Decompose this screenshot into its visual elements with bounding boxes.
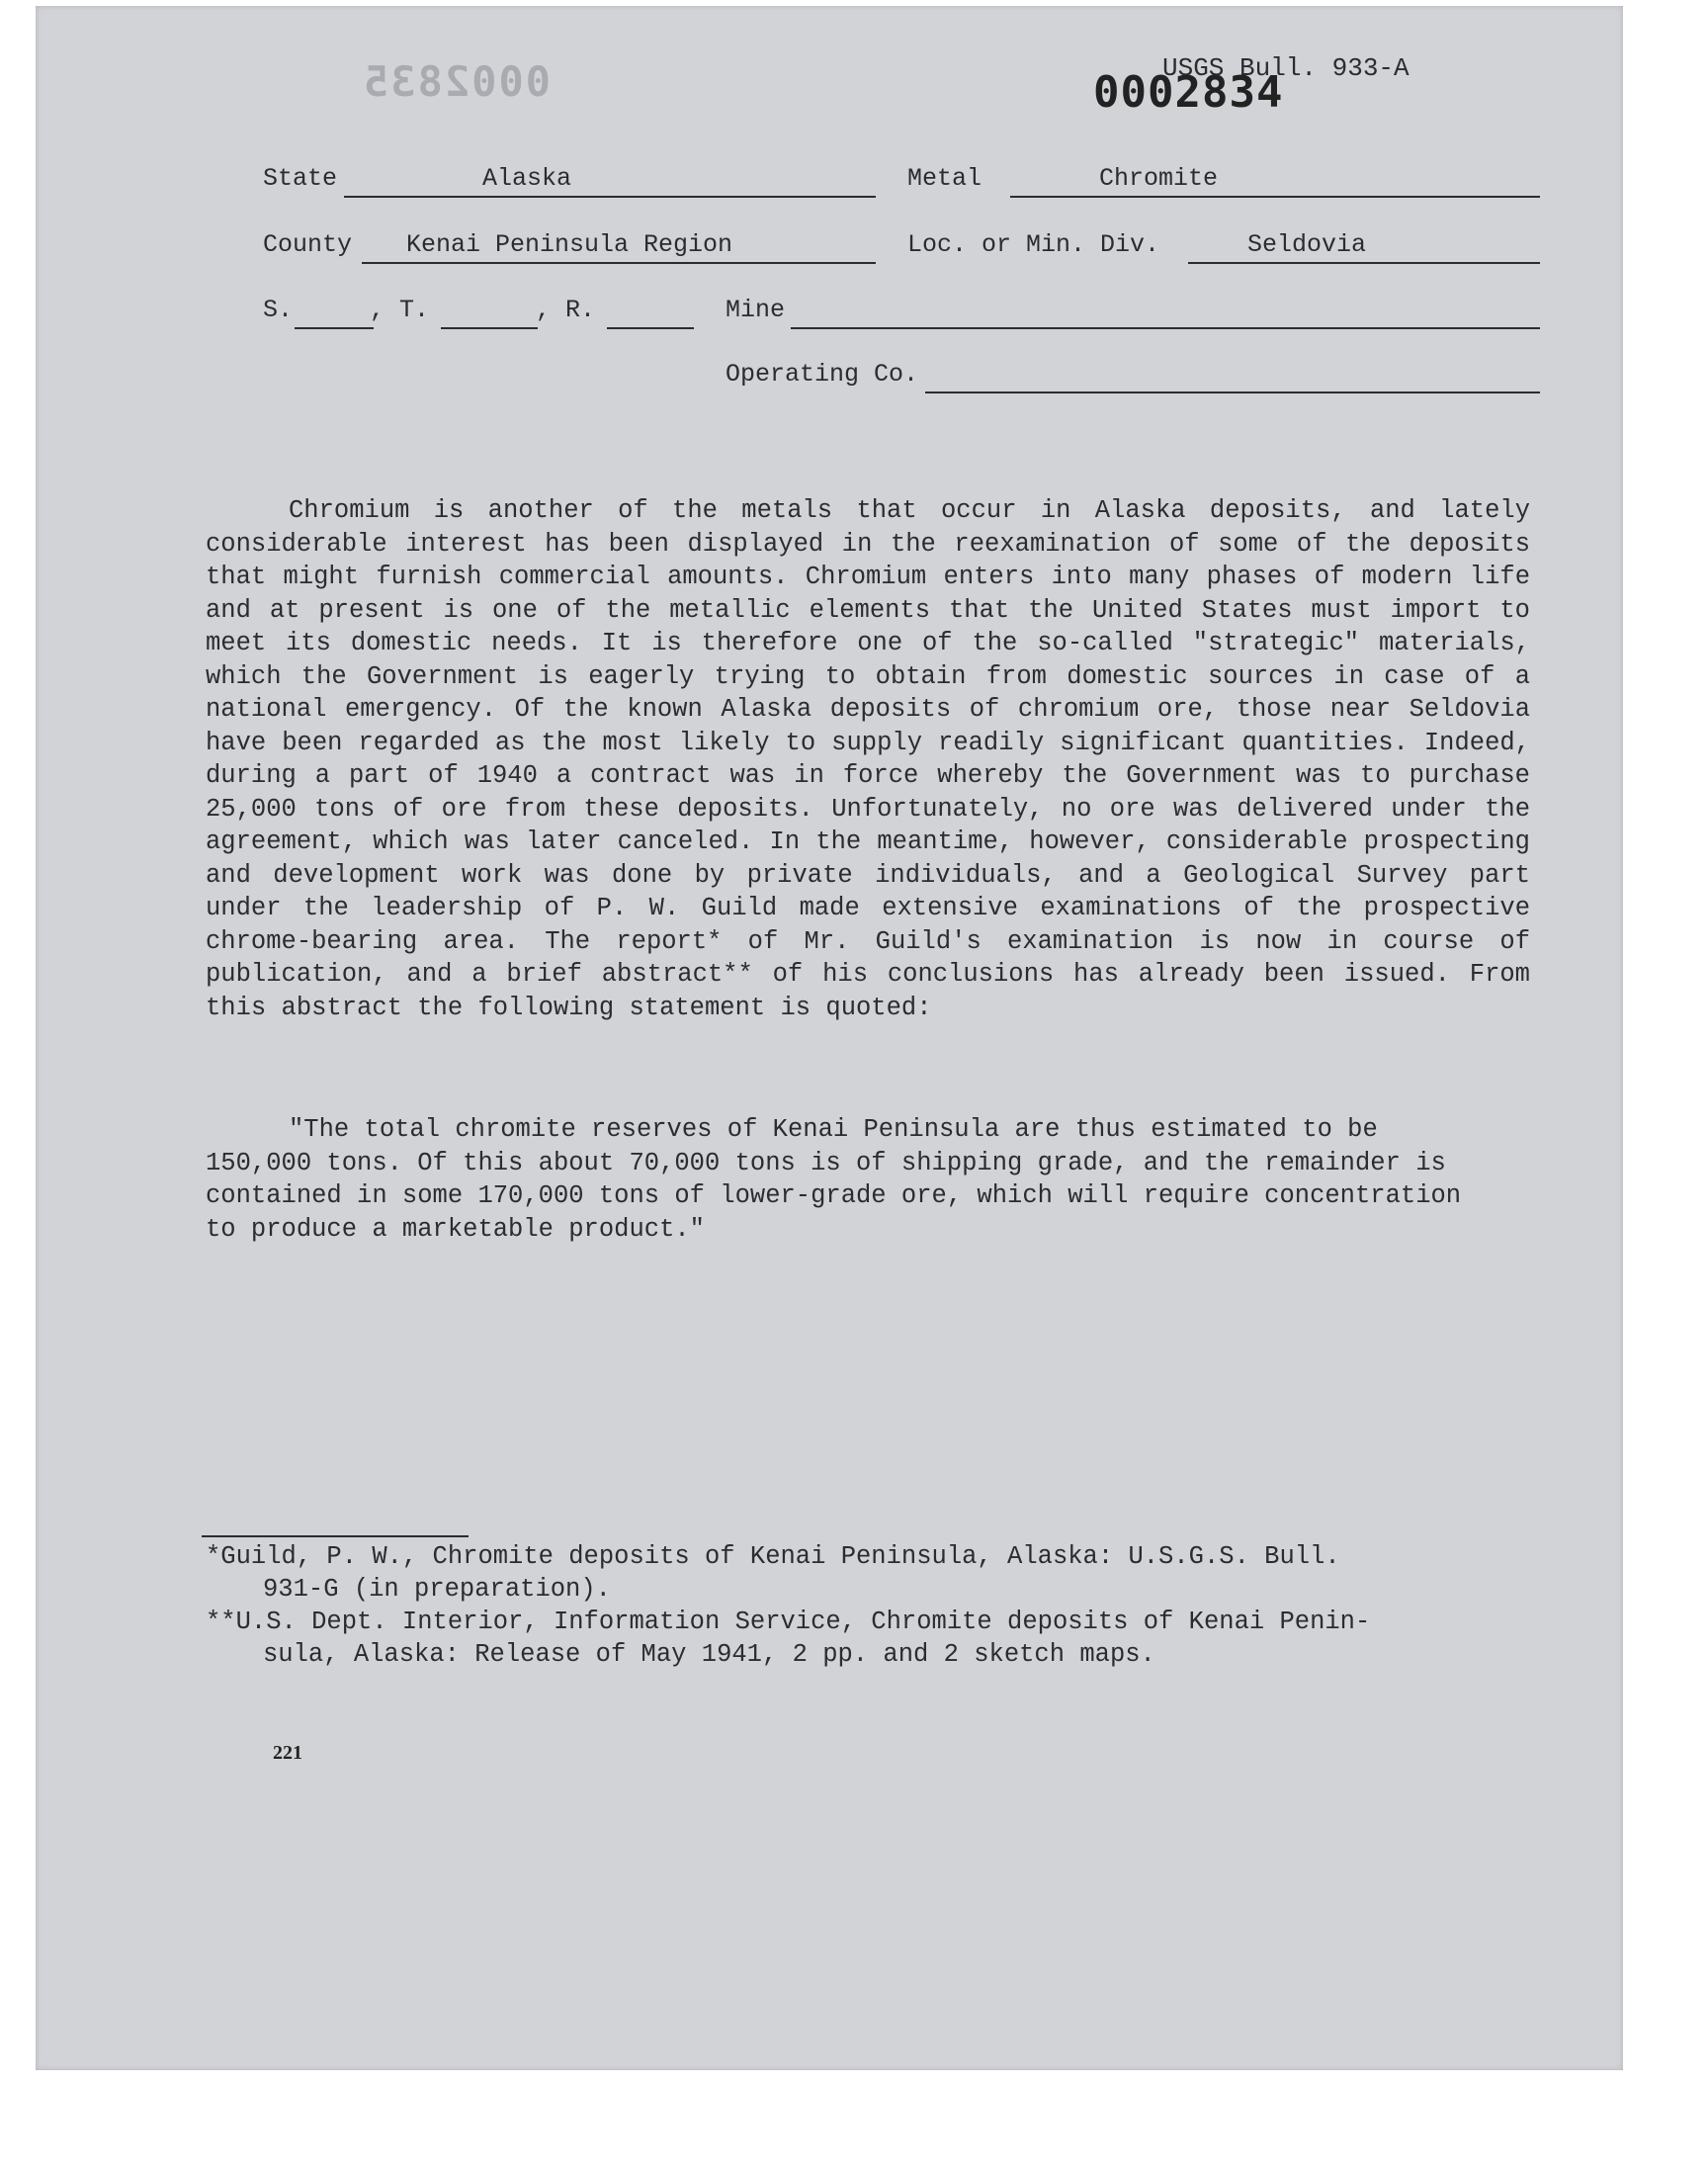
- metal-label: Metal: [907, 164, 982, 193]
- footnote-1-line-2: 931-G (in preparation).: [263, 1575, 611, 1604]
- footnote-2: [206, 1606, 1510, 1671]
- section-field: [295, 298, 374, 329]
- quoted-statement: "The total chromite reserves of Kenai Peninsula are thus estimated to be 150,000 tons. Of this about 70,000 tons is of shipping grade, and the remainder is contained in some 170,000 tons of lower-grade ore, which will require concentration to produce a marketable product.": [206, 1115, 1462, 1244]
- township-label: , T.: [370, 296, 430, 324]
- page-number: 221: [273, 1742, 302, 1764]
- range-label: , R.: [536, 296, 596, 324]
- bleed-through-number: 0002835: [362, 57, 552, 106]
- footnote-1: [206, 1540, 1510, 1606]
- metal-value: Chromite: [1098, 164, 1219, 193]
- township-field: [441, 298, 538, 329]
- loc-value: Seldovia: [1246, 230, 1367, 259]
- operating-co-field: [925, 362, 1540, 393]
- operating-co-label: Operating Co.: [726, 360, 919, 389]
- loc-label: Loc. or Min. Div.: [907, 230, 1160, 259]
- state-label: State: [263, 164, 338, 193]
- bulletin-reference: USGS Bull. 933-A: [1162, 53, 1409, 83]
- footnote-2-line-2: sula, Alaska: Release of May 1941, 2 pp. and 2 sketch maps.: [263, 1640, 1155, 1669]
- section-label: S.: [263, 296, 294, 324]
- footnote-rule: [202, 1535, 469, 1537]
- state-value: Alaska: [481, 164, 571, 193]
- footnote-2-line-1: **U.S. Dept. Interior, Information Service, Chromite deposits of Kenai Penin-: [206, 1608, 1371, 1636]
- body-paragraph: Chromium is another of the metals that occur in Alaska deposits, and lately considerable interest has been displayed in the reexamination of some of the deposits that might furnish commercial amounts. Chromium enters into many phases of modern life and at present is one of the metallic elements that the United States must import to meet its domestic needs. It is therefore one of the so-called "strategic" materials, which the Government is eagerly trying to obtain from domestic sources in case of a national emergency. Of the known Alaska deposits of chromium ore, those near Seldovia have been regarded as the most likely to supply readily significant quantities. Indeed, during a part of 1940 a contract was in force whereby the Government was to purchase 25,000 tons of ore from these deposits. Unfortunately, no ore was delivered under the agreement, which was later canceled. In the meantime, however, considerable prospecting and development work was done by private individuals, and a Geological Survey part under the leadership of P. W. Guild made extensive examinations of the prospective chrome-bearing area. The report* of Mr. Guild's examination is now in course of publication, and a brief abstract** of his conclusions has already been issued. From this abstract the following statement is quoted:: [206, 496, 1530, 1022]
- range-field: [607, 298, 694, 329]
- county-label: County: [263, 230, 353, 259]
- mine-field: [791, 298, 1540, 329]
- document-stamp-number: 0002834: [1093, 67, 1284, 118]
- document-page: [36, 6, 1623, 2070]
- county-value: Kenai Peninsula Region: [405, 230, 733, 259]
- footnote-1-line-1: *Guild, P. W., Chromite deposits of Kenai Peninsula, Alaska: U.S.G.S. Bull.: [206, 1542, 1340, 1571]
- mine-label: Mine: [726, 296, 786, 324]
